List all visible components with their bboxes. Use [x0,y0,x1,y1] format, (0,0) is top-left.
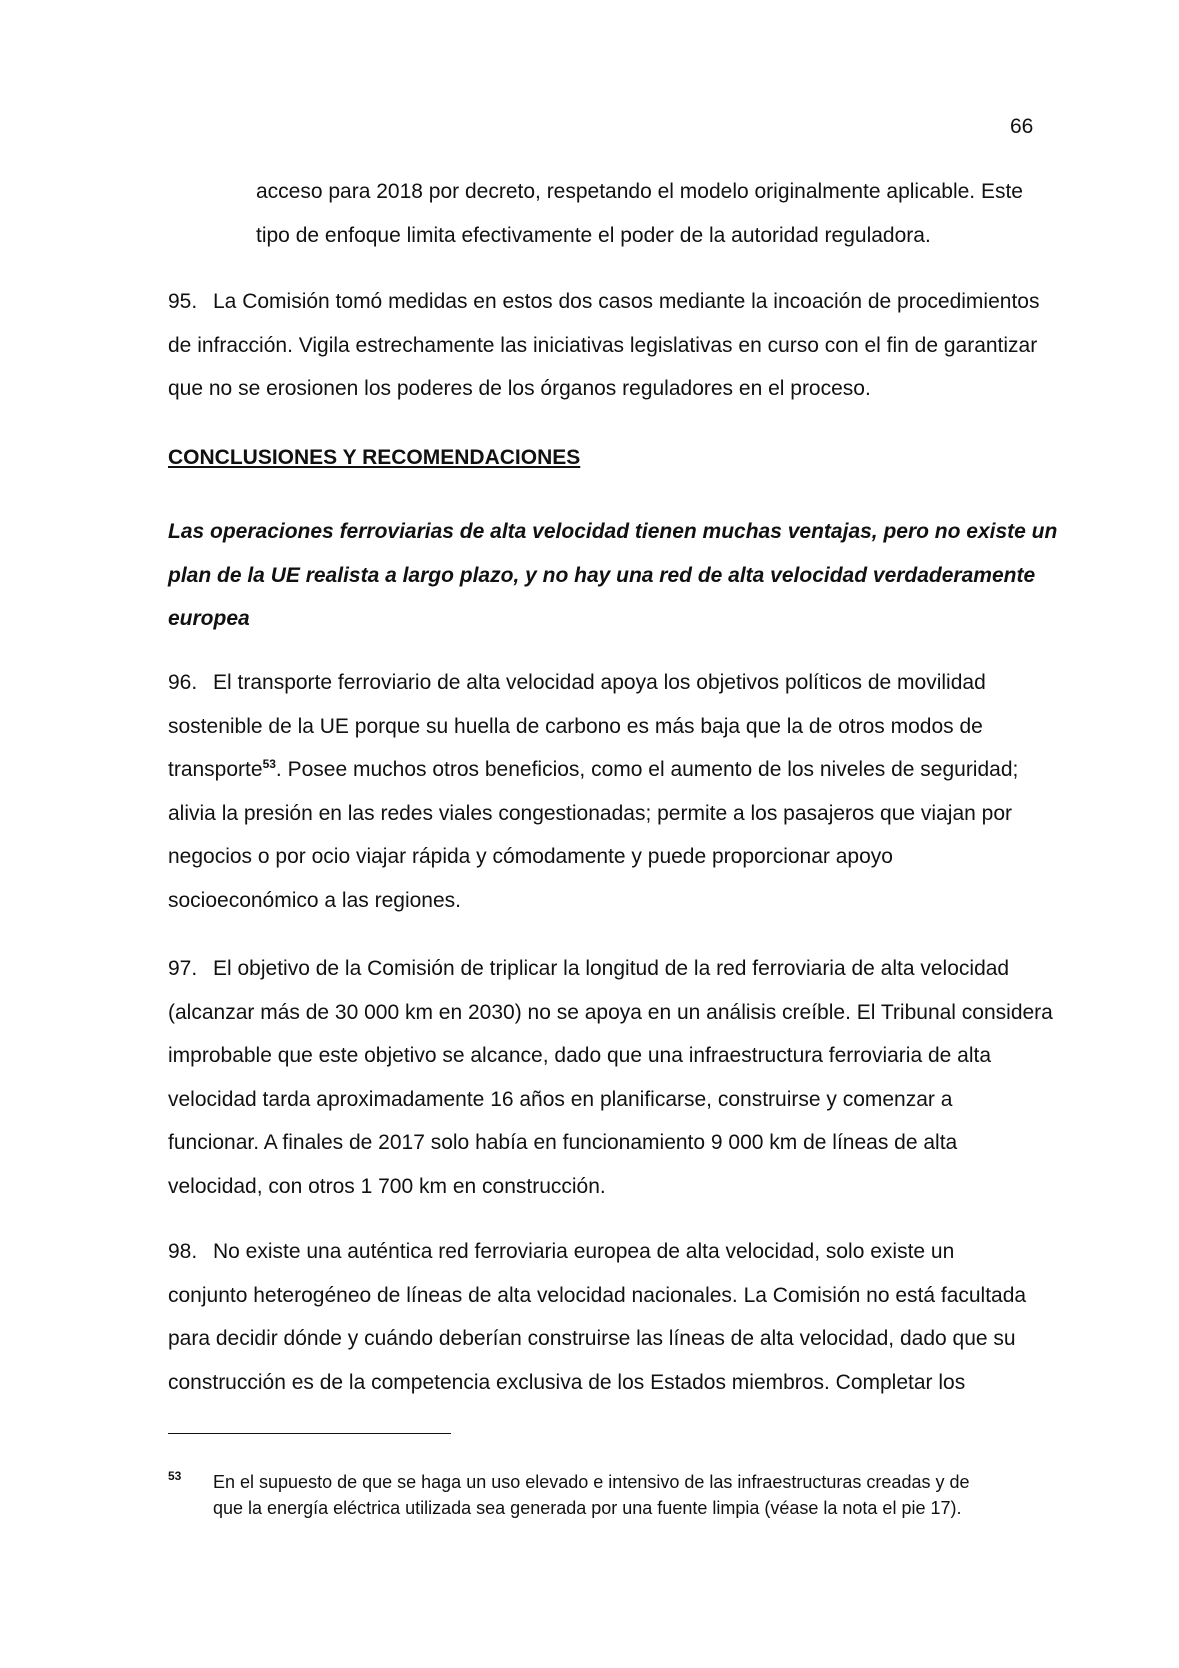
text-line: europea [168,607,250,630]
text-line: negocios o por ocio viajar rápida y cómodamente y puede proporcionar apoyo [168,845,893,868]
text-line-content: No existe una auténtica red ferroviaria europea de alta velocidad, solo existe un [213,1240,955,1263]
paragraph-number: 96. [168,671,198,694]
paragraph-98 [168,1230,1078,1404]
text-line: En el supuesto de que se haga un uso elevado e intensivo de las infraestructuras creadas y de [213,1472,970,1492]
text-line: conjunto heterogéneo de líneas de alta velocidad nacionales. La Comisión no está facultada [168,1283,1027,1307]
text-line: socioeconómico a las regiones. [168,888,461,912]
text-line [168,661,1078,705]
text-line: tipo de enfoque limita efectivamente el poder de la autoridad reguladora. [256,223,931,247]
text-line: velocidad tarda aproximadamente 16 años en planificarse, construirse y comenzar a [168,1087,953,1111]
text-line: que la energía eléctrica utilizada sea generada por una fuente limpia (véase la nota el pie 17). [213,1498,962,1518]
text-line [168,748,1078,792]
paragraph-number: 95. [168,290,198,313]
text-line: improbable que este objetivo se alcance, dado que una infraestructura ferroviaria de alta [168,1044,992,1067]
footnote-reference[interactable]: 53 [262,757,276,771]
text-line: que no se erosionen los poderes de los órganos reguladores en el proceso. [168,377,871,400]
text-line: sostenible de la UE porque su huella de carbono es más baja que la de otros modos de [168,714,983,738]
paragraph-96 [168,661,1078,922]
text-line: funcionar. A finales de 2017 solo había en funcionamiento 9 000 km de líneas de alta [168,1131,958,1154]
text-line-content: La Comisión tomó medidas en estos dos casos mediante la incoación de procedimientos [213,290,1040,313]
text-line [168,947,1078,991]
paragraph-number: 97. [168,957,198,980]
paragraph-number: 98. [168,1240,198,1263]
text-line-content: El transporte ferroviario de alta velocidad apoya los objetivos políticos de movilidad [213,671,986,694]
conclusion-subheading [168,510,1078,641]
text-line: Las operaciones ferroviarias de alta velocidad tienen muchas ventajas, pero no existe un [168,520,1058,543]
paragraph-95 [168,280,1078,411]
text-line: acceso para 2018 por decreto, respetando el modelo originalmente aplicable. Este [256,180,1023,203]
text-line-content: El objetivo de la Comisión de triplicar la longitud de la red ferroviaria de alta velocidad [213,957,1010,980]
continuation-paragraph [256,170,1076,257]
text-line: (alcanzar más de 30 000 km en 2030) no se apoya en un análisis creíble. El Tribunal considera [168,1000,1053,1024]
text-line [168,1230,1078,1274]
text-line: construcción es de la competencia exclusiva de los Estados miembros. Completar los [168,1370,966,1394]
text-line: plan de la UE realista a largo plazo, y no hay una red de alta velocidad verdaderamente [168,563,1036,587]
text-line: velocidad, con otros 1 700 km en construcción. [168,1174,606,1198]
text-line: alivia la presión en las redes viales congestionadas; permite a los pasajeros que viajan por [168,801,1012,825]
footnote-number: 53 [168,1469,182,1483]
footnote-text [213,1469,1073,1521]
text-line: para decidir dónde y cuándo deberían construirse las líneas de alta velocidad, dado que su [168,1327,1016,1350]
paragraph-97 [168,947,1078,1208]
footnote-separator [168,1433,451,1434]
text-line [168,280,1078,324]
section-heading: CONCLUSIONES Y RECOMENDACIONES [168,446,581,469]
text-line: de infracción. Vigila estrechamente las iniciativas legislativas en curso con el fin de garantizar [168,333,1038,357]
text-fragment: . Posee muchos otros beneficios, como el aumento de los niveles de seguridad; [275,758,1019,781]
text-fragment: transporte [168,758,263,781]
page-number: 66 [1010,115,1034,138]
